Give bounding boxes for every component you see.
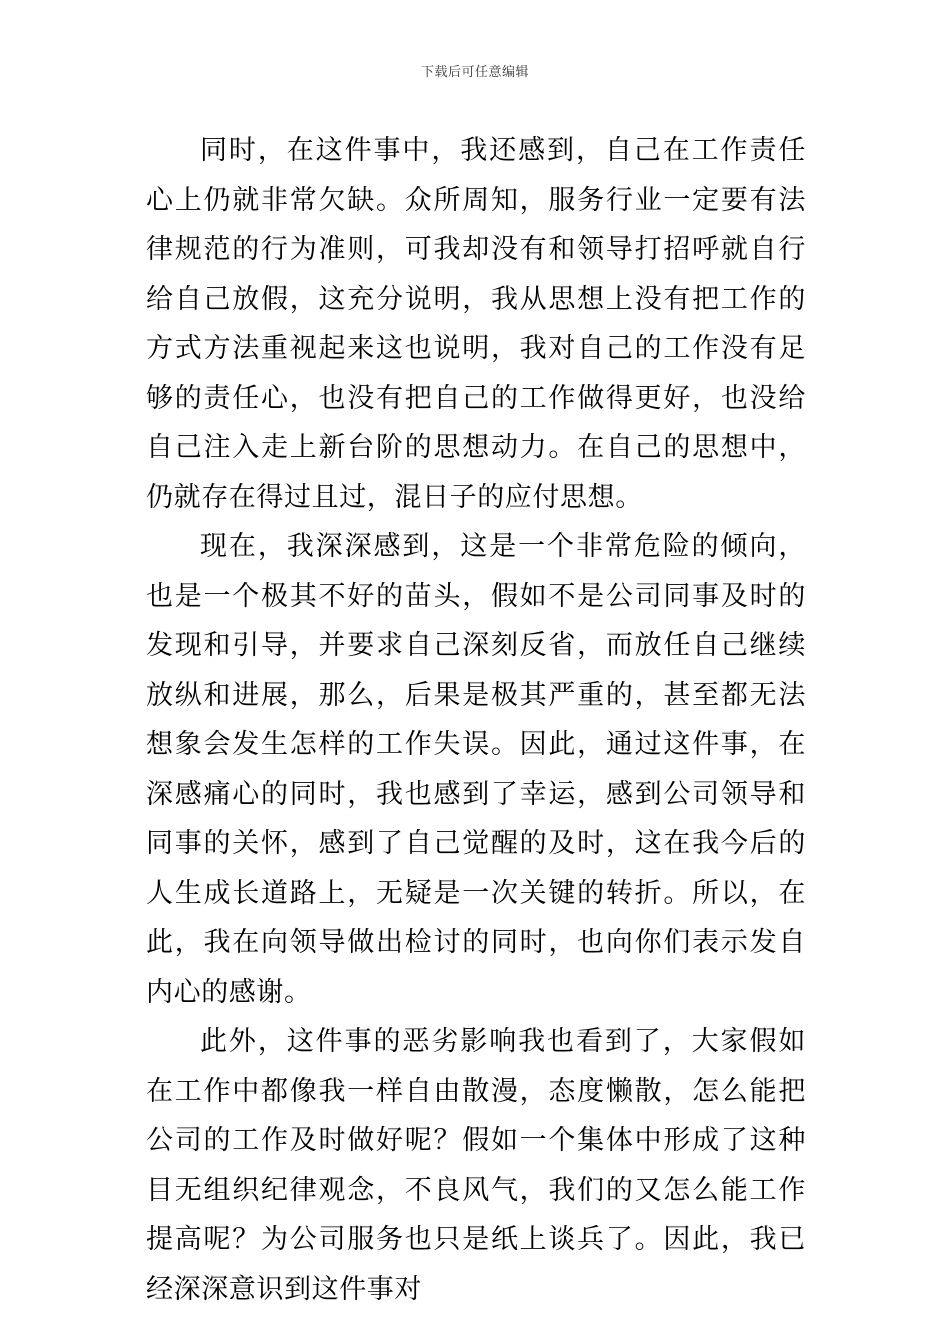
paragraph-2: 现在，我深深感到，这是一个非常危险的倾向，也是一个极其不好的苗头，假如不是公司同事及时的发现和引导，并要求自己深刻反省，而放任自己继续放纵和进展，那么，后果是极其严重的，甚至都无法想象会发生怎样的工作失误。因此，通过这件事，在深感痛心的同时，我也感到了幸运，感到公司领导和同事的关怀，感到了自己觉醒的及时，这在我今后的人生成长道路上，无疑是一次关键的转折。所以，在此，我在向领导做出检讨的同时，也向你们表示发自内心的感谢。 <box>146 531 806 1008</box>
header-note: 下载后可任意编辑 <box>420 65 529 80</box>
paragraph-3: 此外，这件事的恶劣影响我也看到了，大家假如在工作中都像我一样自由散漫，态度懒散，怎么能把公司的工作及时做好呢？假如一个集体中形成了这种目无组织纪律观念，不良风气，我们的又怎么能工作提高呢？为公司服务也只是纸上谈兵了。因此，我已经深深意识到这件事对 <box>146 1026 806 1305</box>
body-text <box>146 126 806 1314</box>
paragraph-1: 同时，在这件事中，我还感到，自己在工作责任心上仍就非常欠缺。众所周知，服务行业一定要有法律规范的行为准则，可我却没有和领导打招呼就自行给自己放假，这充分说明，我从思想上没有把工作的方式方法重视起来这也说明，我对自己的工作没有足够的责任心，也没有把自己的工作做得更好，也没给自己注入走上新台阶的思想动力。在自己的思想中，仍就存在得过且过，混日子的应付思想。 <box>146 135 806 513</box>
